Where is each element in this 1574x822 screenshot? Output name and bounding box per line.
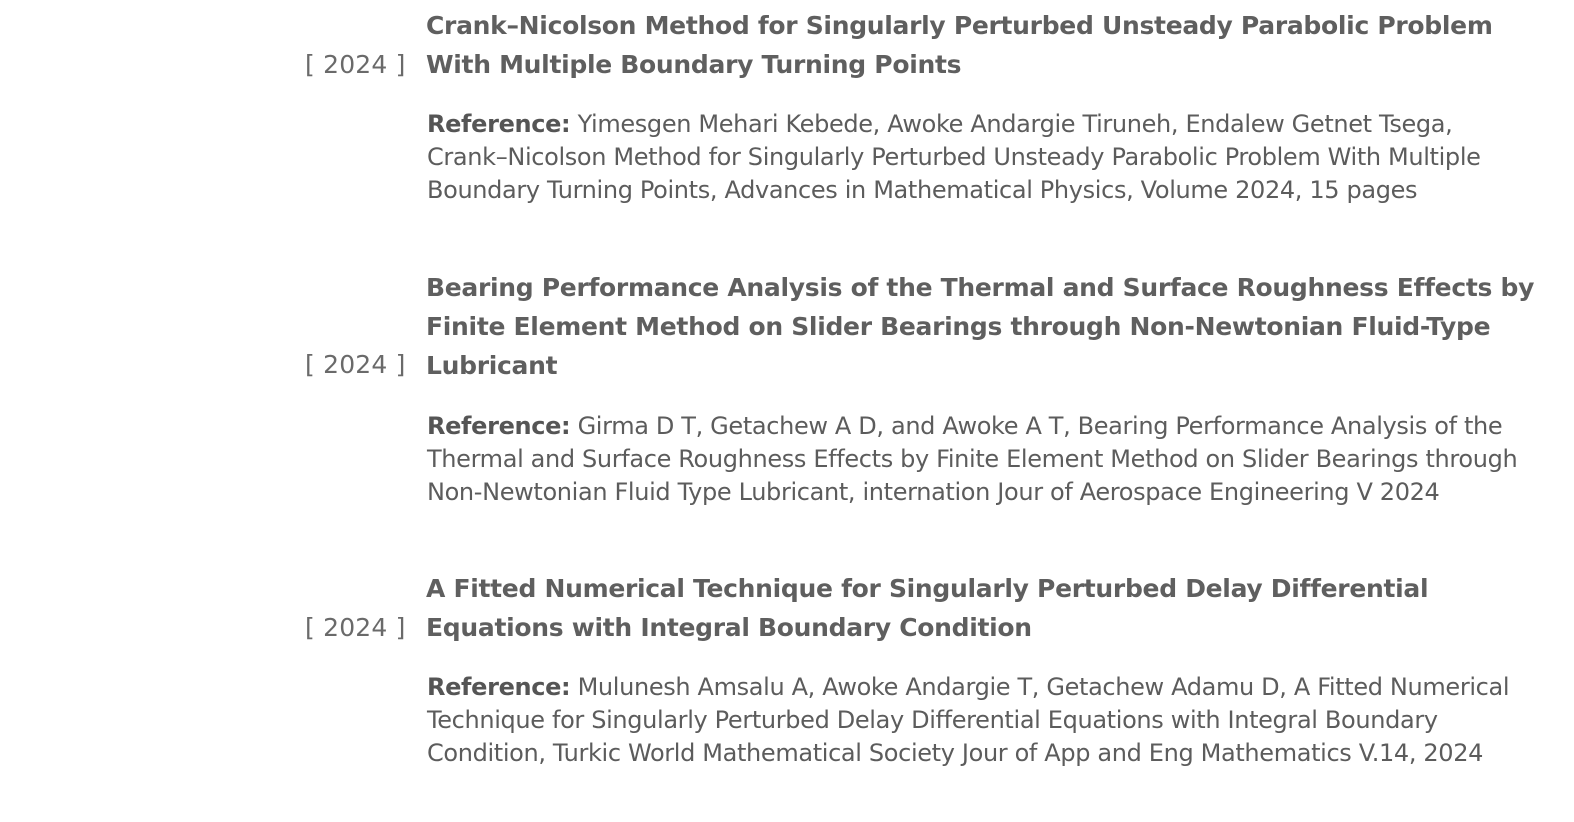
publication-title: A Fitted Numerical Technique for Singularly Perturbed Delay Differential Equations with Integral Boundary Condition [426,574,1429,642]
reference-label: Reference: [427,110,571,138]
publication-title: Bearing Performance Analysis of the Thermal and Surface Roughness Effects by Finite Element Method on Slider Bearings through Non-Newtonian Fluid-Type Lubricant [426,273,1535,380]
publication-title: Crank–Nicolson Method for Singularly Perturbed Unsteady Parabolic Problem With Multiple Boundary Turning Points [426,11,1493,79]
reference-text: Yimesgen Mehari Kebede, Awoke Andargie Tiruneh, Endalew Getnet Tsega, Crank–Nicolson Method for Singularly Perturbed Unsteady Parabolic Problem With Multiple Boundary Turning Points, Advances in Mathematical Physics, Volume 2024, 15 pages [427,110,1481,204]
publication-year: [ 2024 ] [305,613,406,642]
publication-reference [427,671,1539,770]
reference-text: Mulunesh Amsalu A, Awoke Andargie T, Getachew Adamu D, A Fitted Numerical Technique for Singularly Perturbed Delay Differential Equations with Integral Boundary Condition, Turkic World Mathematical Society Jour of App and Eng Mathematics V.14, 2024 [427,673,1510,767]
reference-text: Girma D T, Getachew A D, and Awoke A T, Bearing Performance Analysis of the Thermal and Surface Roughness Effects by Finite Element Method on Slider Bearings through Non-Newtonian Fluid Type Lubricant, internation Jour of Aerospace Engineering V 2024 [427,412,1518,506]
publication-reference [427,410,1539,509]
publication-year: [ 2024 ] [305,50,406,79]
publication-year: [ 2024 ] [305,350,406,379]
reference-label: Reference: [427,673,571,701]
publication-reference [427,108,1539,207]
reference-label: Reference: [427,412,571,440]
